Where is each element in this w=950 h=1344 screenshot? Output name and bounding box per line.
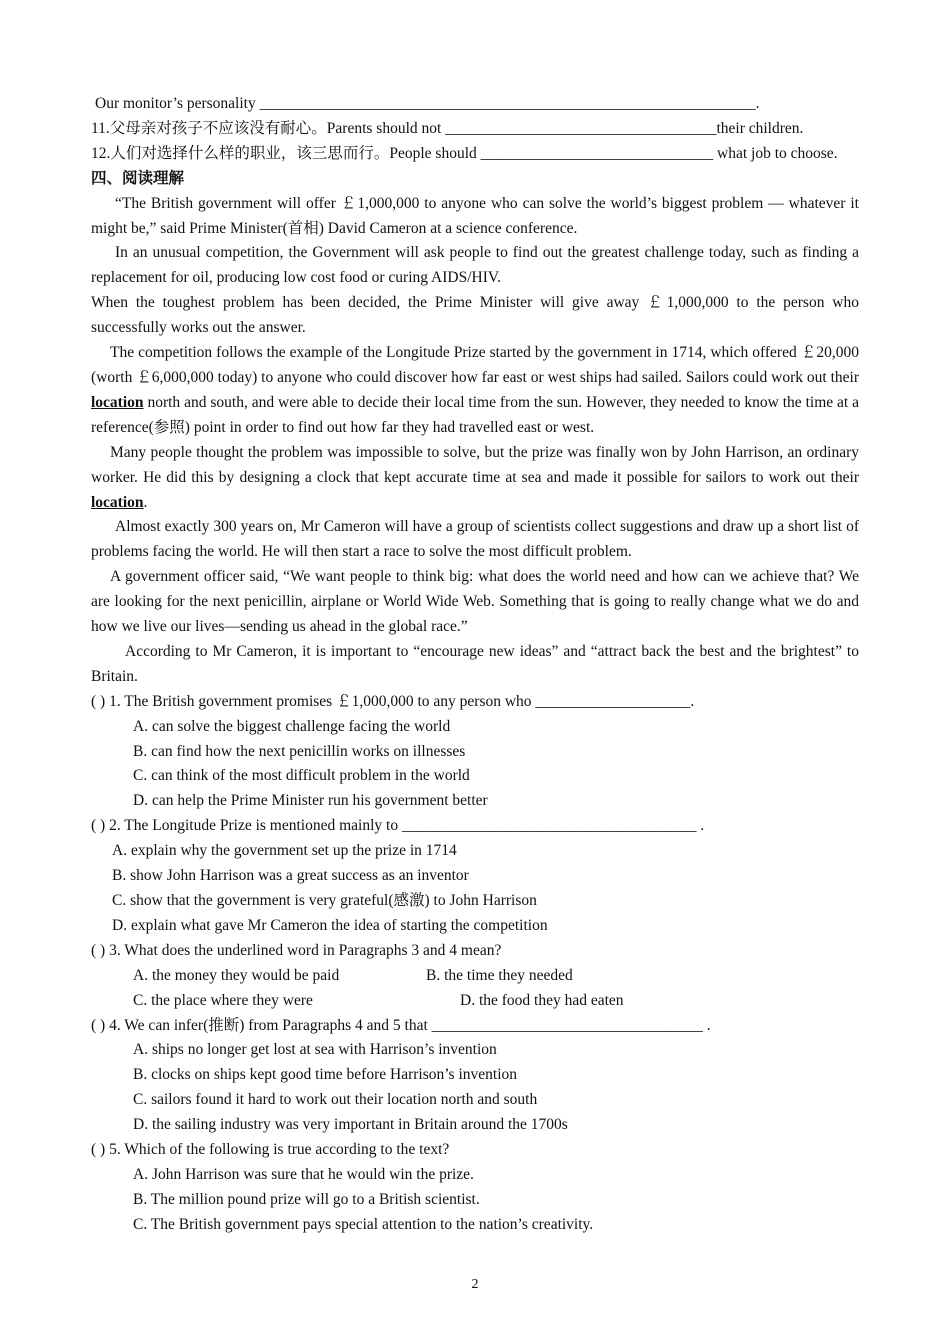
question-2-stem: ( ) 2. The Longitude Prize is mentioned mainly to ______________________________________ . [91, 817, 705, 835]
question-2-option-a: A. explain why the government set up the prize in 1714 [112, 842, 457, 860]
question-3-option-a: A. the money they would be paid [133, 966, 340, 984]
question-3-option-c: C. the place where they were [133, 991, 313, 1009]
question-4-option-d: D. the sailing industry was very important in Britain around the 1700s [133, 1116, 568, 1134]
question-1-stem: ( ) 1. The British government promises ￡1,000,000 to any person who ____________________. [91, 692, 695, 710]
question-2-option-c: C. show that the government is very grateful(感激) to John Harrison [112, 892, 537, 909]
fill-in-monitor-line: Our monitor’s personality ________________________________________________________________. [95, 95, 760, 112]
question-1-option-d: D. can help the Prime Minister run his government better [133, 792, 488, 810]
passage-paragraph-4 [91, 341, 859, 441]
question-5-option-b: B. The million pound prize will go to a British scientist. [133, 1190, 480, 1208]
question-5-option-a: A. John Harrison was sure that he would win the prize. [133, 1165, 474, 1183]
paragraph-4-text-b: north and south, and were able to decide their local time from the sun. However, they needed to know the time at a reference(参照) point in order to find out how far they had travelled east or west. [91, 393, 860, 436]
underlined-word-location-2: location [91, 493, 144, 511]
question-4-option-b: B. clocks on ships kept good time before Harrison’s invention [133, 1066, 517, 1084]
document-page [91, 92, 859, 1238]
question-2-option-d: D. explain what gave Mr Cameron the idea of starting the competition [112, 916, 548, 934]
question-4-option-c: C. sailors found it hard to work out their location north and south [133, 1091, 538, 1109]
question-3-option-b: B. the time they needed [426, 966, 573, 984]
section-title: 四、阅读理解 [91, 169, 185, 187]
fill-in-question-12: 12.人们对选择什么样的职业，该三思而行。People should ______________________________ what job to choose. [91, 144, 838, 162]
question-3-options-row-1 [91, 964, 859, 989]
question-5-option-c: C. The British government pays special attention to the nation’s creativity. [133, 1215, 594, 1233]
question-1-option-b: B. can find how the next penicillin works on illnesses [133, 742, 466, 760]
passage-paragraph-1: “The British government will offer ￡1,000,000 to anyone who can solve the world’s biggest problem — whatever it might be,” said Prime Minister(首相) David Cameron at a science conference. [91, 194, 859, 237]
passage-paragraph-3: When the toughest problem has been decided, the Prime Minister will give away ￡1,000,000 to the person who successfully works out the answer. [91, 294, 859, 337]
passage-paragraph-8: According to Mr Cameron, it is important to “encourage new ideas” and “attract back the best and the brightest” to Britain. [91, 642, 859, 685]
question-1-option-a: A. can solve the biggest challenge facing the world [133, 717, 451, 735]
question-3-option-d: D. the food they had eaten [460, 991, 624, 1009]
paragraph-5-text-b: . [143, 493, 148, 511]
question-4-option-a: A. ships no longer get lost at sea with Harrison’s invention [133, 1041, 497, 1059]
fill-in-question-11: 11.父母亲对孩子不应该没有耐心。Parents should not ___________________________________their children. [91, 119, 804, 137]
page-number: 2 [471, 1277, 479, 1292]
question-4-stem: ( ) 4. We can infer(推断) from Paragraphs 4 and 5 that ___________________________________ . [91, 1016, 711, 1034]
passage-paragraph-2: In an unusual competition, the Government will ask people to find out the greatest challenge today, such as finding a replacement for oil, producing low cost food or curing AIDS/HIV. [91, 244, 859, 287]
underlined-word-location: location [91, 393, 144, 411]
passage-paragraph-5 [91, 441, 859, 516]
paragraph-4-text-a: The competition follows the example of the Longitude Prize started by the government in 1714, which offered ￡20,000 (worth ￡6,000,000 today) to anyone who could discover how far east or west ships had sailed. Sailors could work out their [91, 344, 859, 386]
passage-paragraph-7: A government officer said, “We want people to think big: what does the world need and how can we achieve that? We are looking for the next penicillin, airplane or World Wide Web. Something that is going to really change what we do and how we live our lives—sending us ahead in the global race.” [91, 568, 859, 636]
question-1-option-c: C. can think of the most difficult problem in the world [133, 767, 470, 785]
question-2-option-b: B. show John Harrison was a great success as an inventor [112, 867, 469, 885]
question-3-stem: ( ) 3. What does the underlined word in Paragraphs 3 and 4 mean? [91, 941, 502, 959]
question-5-stem: ( ) 5. Which of the following is true according to the text? [91, 1141, 450, 1159]
passage-paragraph-6: Almost exactly 300 years on, Mr Cameron will have a group of scientists collect suggestions and draw up a short list of problems facing the world. He will then start a race to solve the most difficult problem. [91, 518, 859, 561]
paragraph-5-text-a: Many people thought the problem was impossible to solve, but the prize was finally won by John Harrison, an ordinary worker. He did this by designing a clock that kept accurate time at sea and made it possible for sailors to work out their [91, 443, 859, 486]
question-3-options-row-2 [91, 989, 859, 1014]
